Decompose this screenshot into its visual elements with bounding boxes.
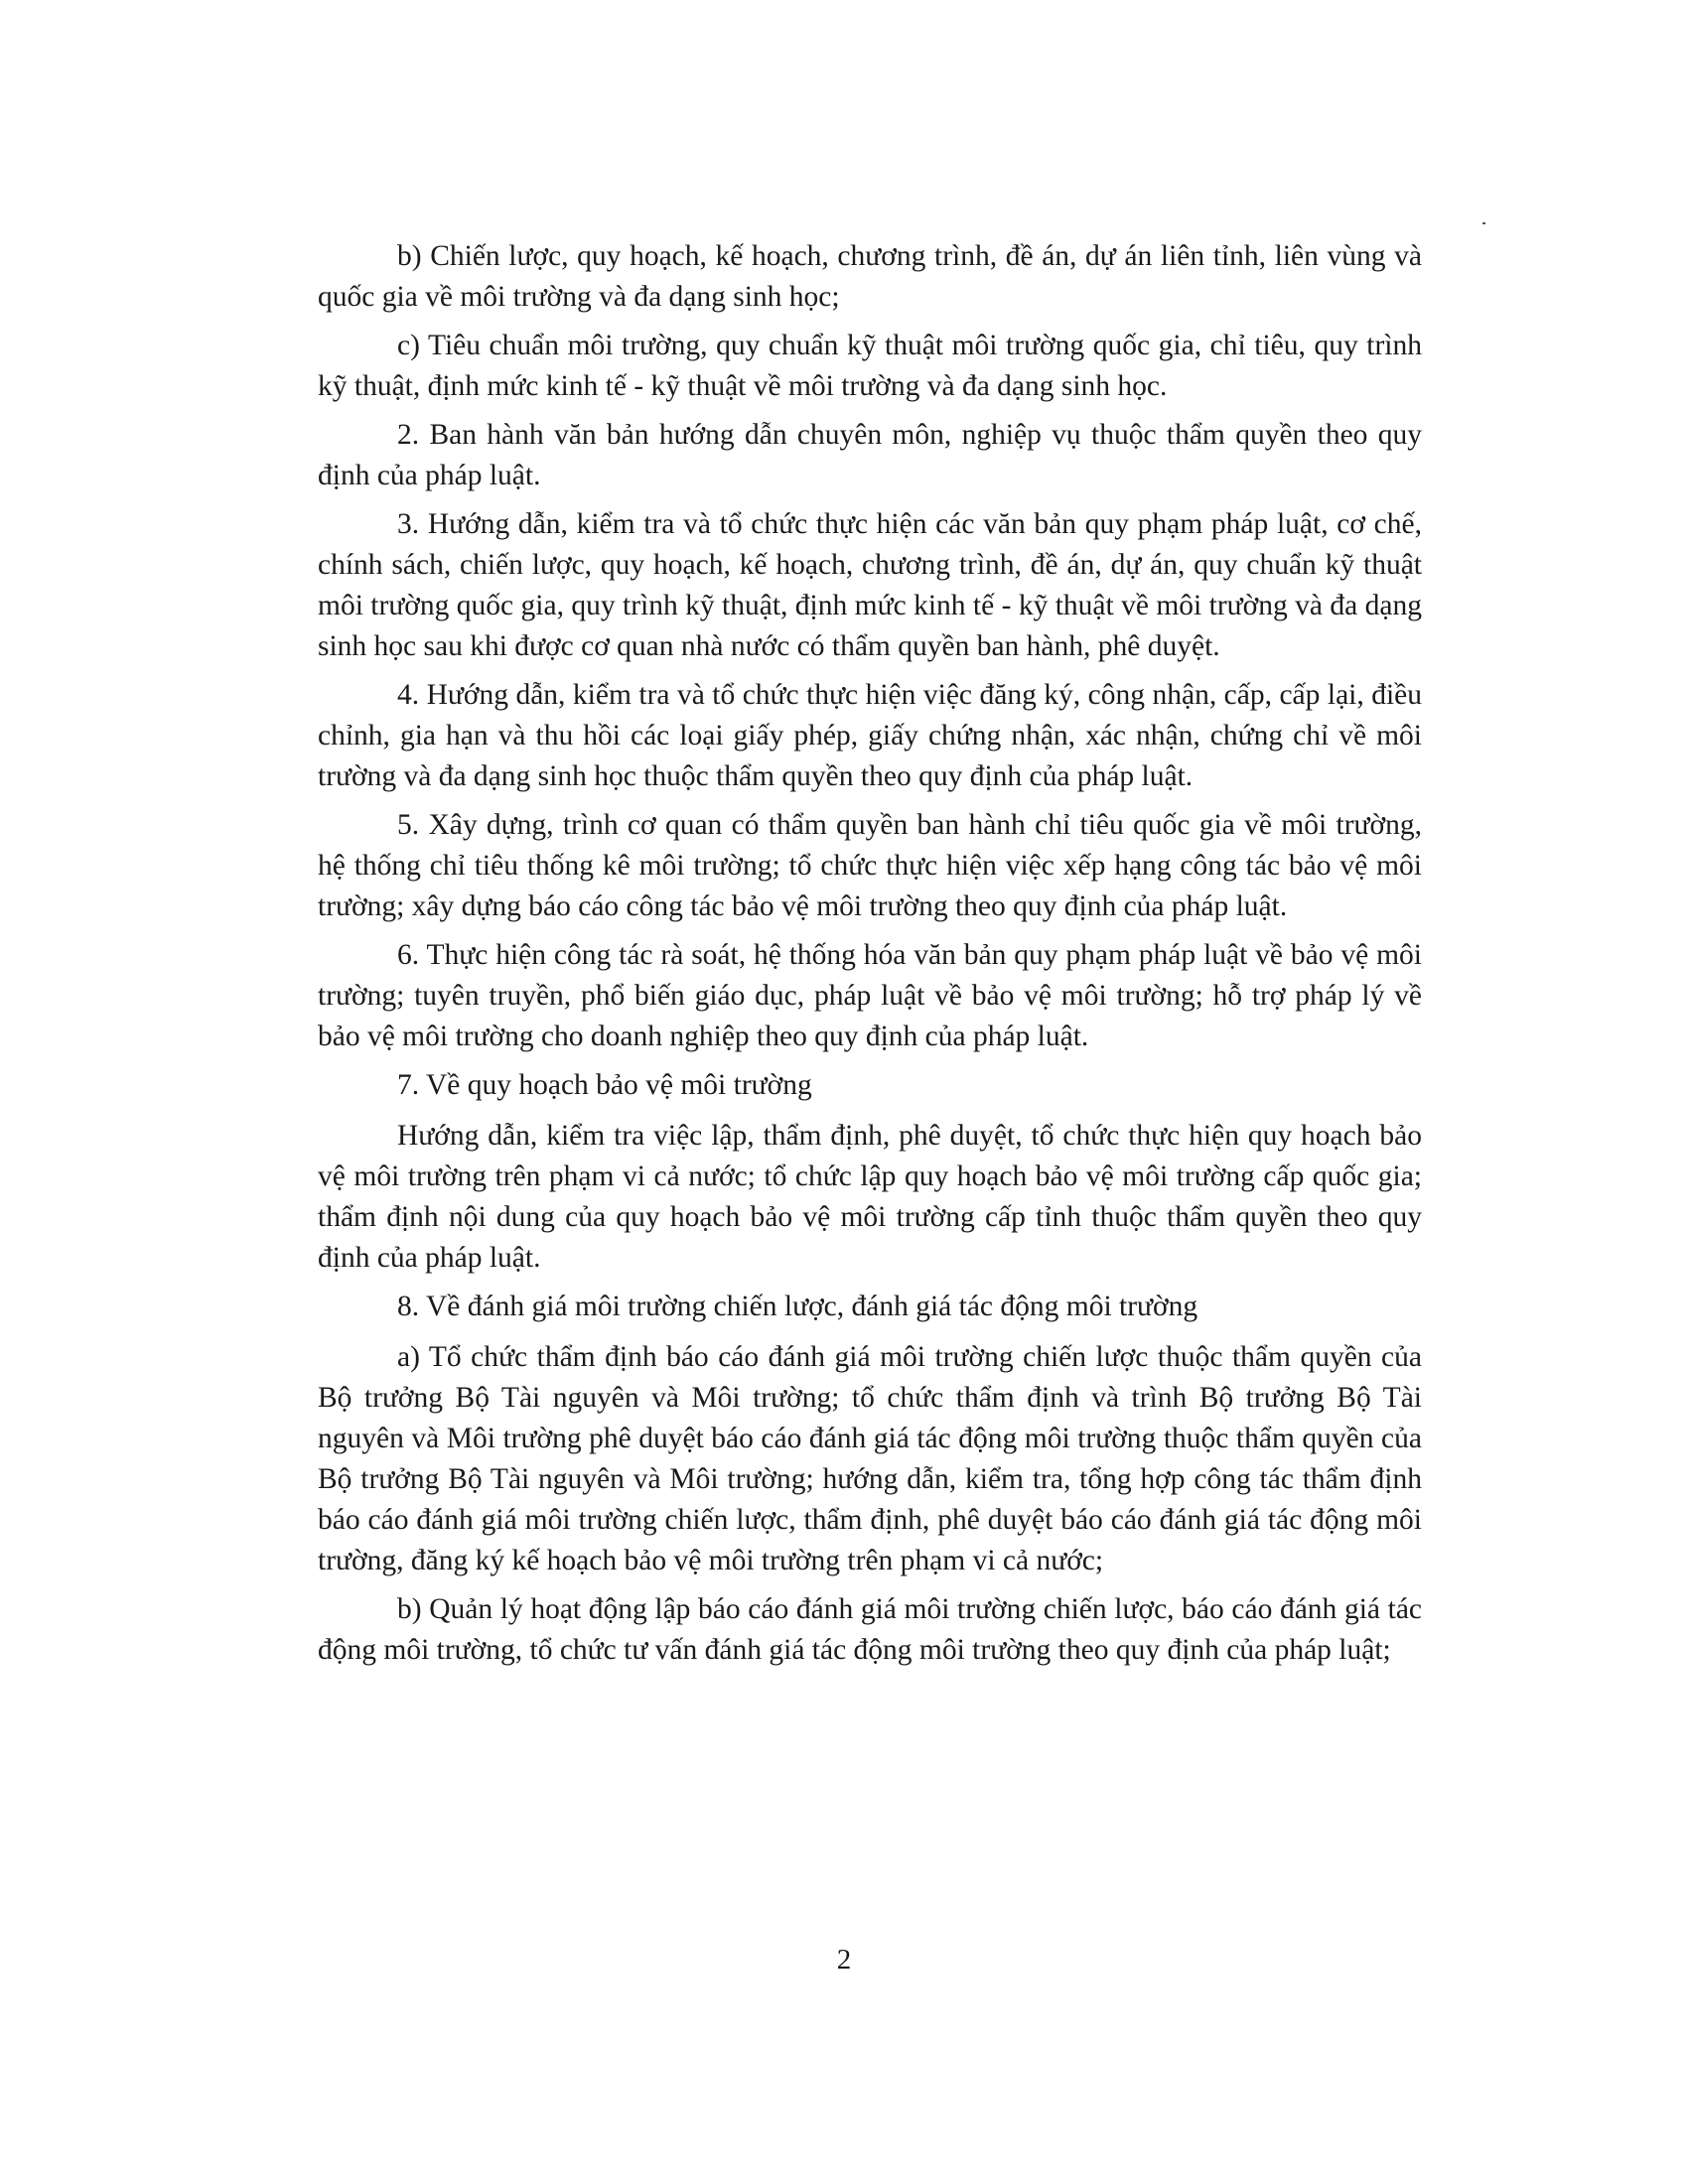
paragraph-5: 5. Xây dựng, trình cơ quan có thẩm quyền ban hành chỉ tiêu quốc gia về môi trường, hệ thống chỉ tiêu thống kê môi trường; tổ chức thực hiện việc xếp hạng công tác bảo vệ môi trường; xây dựng báo cáo công tác bảo vệ môi trường theo quy định của pháp luật. xyxy=(318,809,1422,922)
paragraph-8-heading: 8. Về đánh giá môi trường chiến lược, đánh giá tác động môi trường xyxy=(397,1291,1198,1322)
paragraph-3: 3. Hướng dẫn, kiểm tra và tổ chức thực hiện các văn bản quy phạm pháp luật, cơ chế, chính sách, chiến lược, quy hoạch, kế hoạch, chương trình, đề án, dự án, quy chuẩn kỹ thuật môi trường quốc gia, quy trình kỹ thuật, định mức kinh tế - kỹ thuật về môi trường và đa dạng sinh học sau khi được cơ quan nhà nước có thẩm quyền ban hành, phê duyệt. xyxy=(318,508,1422,662)
paragraph-7-heading: 7. Về quy hoạch bảo vệ môi trường xyxy=(397,1069,812,1101)
paragraph-2: 2. Ban hành văn bản hướng dẫn chuyên môn, nghiệp vụ thuộc thẩm quyền theo quy định của pháp luật. xyxy=(318,419,1422,491)
document-body xyxy=(318,236,1422,1679)
page-number: 2 xyxy=(836,1944,852,1976)
paragraph-7-body: Hướng dẫn, kiểm tra việc lập, thẩm định, phê duyệt, tổ chức thực hiện quy hoạch bảo vệ môi trường trên phạm vi cả nước; tổ chức lập quy hoạch bảo vệ môi trường cấp quốc gia; thẩm định nội dung của quy hoạch bảo vệ môi trường cấp tỉnh thuộc thẩm quyền theo quy định của pháp luật. xyxy=(318,1120,1422,1274)
paragraph-6: 6. Thực hiện công tác rà soát, hệ thống hóa văn bản quy phạm pháp luật về bảo vệ môi trường; tuyên truyền, phổ biến giáo dục, pháp luật về bảo vệ môi trường; hỗ trợ pháp lý về bảo vệ môi trường cho doanh nghiệp theo quy định của pháp luật. xyxy=(318,939,1422,1052)
paragraph-8b: b) Quản lý hoạt động lập báo cáo đánh giá môi trường chiến lược, báo cáo đánh giá tác động môi trường, tổ chức tư vấn đánh giá tác động môi trường theo quy định của pháp luật; xyxy=(318,1593,1422,1666)
paragraph-1c: c) Tiêu chuẩn môi trường, quy chuẩn kỹ thuật môi trường quốc gia, chỉ tiêu, quy trình kỹ thuật, định mức kinh tế - kỹ thuật về môi trường và đa dạng sinh học. xyxy=(318,330,1422,402)
paragraph-1b: b) Chiến lược, quy hoạch, kế hoạch, chương trình, đề án, dự án liên tỉnh, liên vùng và quốc gia về môi trường và đa dạng sinh học; xyxy=(318,240,1422,313)
paragraph-8a: a) Tổ chức thẩm định báo cáo đánh giá môi trường chiến lược thuộc thẩm quyền của Bộ trưởng Bộ Tài nguyên và Môi trường; tổ chức thẩm định và trình Bộ trưởng Bộ Tài nguyên và Môi trường phê duyệt báo cáo đánh giá tác động môi trường thuộc thẩm quyền của Bộ trưởng Bộ Tài nguyên và Môi trường; hướng dẫn, kiểm tra, tổng hợp công tác thẩm định báo cáo đánh giá môi trường chiến lược, thẩm định, phê duyệt báo cáo đánh giá tác động môi trường, đăng ký kế hoạch bảo vệ môi trường trên phạm vi cả nước; xyxy=(318,1341,1422,1576)
paragraph-4: 4. Hướng dẫn, kiểm tra và tổ chức thực hiện việc đăng ký, công nhận, cấp, cấp lại, điều chỉnh, gia hạn và thu hồi các loại giấy phép, giấy chứng nhận, xác nhận, chứng chỉ về môi trường và đa dạng sinh học thuộc thẩm quyền theo quy định của pháp luật. xyxy=(318,679,1422,792)
scan-speck xyxy=(1482,222,1485,224)
